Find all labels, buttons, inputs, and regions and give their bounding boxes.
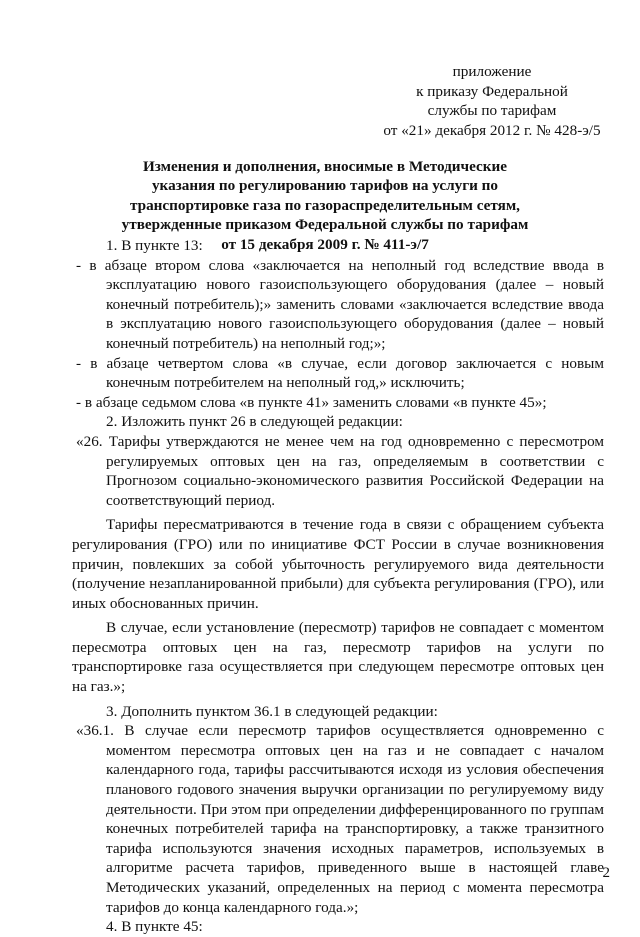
paragraph-tariff-revision: Тарифы пересматриваются в течение года в связи с обращением субъекта регулирования (ГРО) или по инициативе ФСТ России в случае возникновения причин, повлекших за собой убыточность регулируемого вида деятельности (получение незапланированной прибыли) для субъекта регулирования (ГРО), или иных обоснованных причин. — [72, 516, 604, 612]
document-title: Изменения и дополнения, вносимые в Методические указания по регулированию тарифов на услуги по транспортировке газа по газораспределительным сетям, утвержденные приказом Федеральной службы по тарифам от 15 декабря 2009 г. № 411-э/7 — [121, 158, 529, 253]
page-number: 2 — [602, 865, 610, 881]
paragraph-amendment-7th-abzac: - в абзаце седьмом слова «в пункте 41» заменить словами «в пункте 45»; — [76, 393, 547, 411]
paragraph-clause-26: «26. Тарифы утверждаются не менее чем на год одновременно с пересмотром регулируемых оптовых цен на газ, определяемым в соответствии с Прогнозом социально-экономического развития Российской Федерации на соответствующий период. — [76, 432, 604, 509]
appendix-block — [372, 62, 612, 140]
paragraph-amendment-2nd-abzac: - в абзаце втором слова «заключается на неполный год вследствие ввода в эксплуатацию нового газоиспользующего оборудования (далее – новый конечный потребитель);» заменить словами «заключается вследствие ввода в эксплуатацию нового газоиспользующего оборудования (далее – новый конечный потребитель) на неполный год;»; — [76, 256, 604, 352]
appendix-line-3: службы по тарифам — [427, 102, 557, 120]
appendix-line-4: от «21» декабря 2012 г. № 428-э/5 — [383, 121, 601, 139]
paragraph-amendment-4th-abzac: - в абзаце четвертом слова «в случае, если договор заключается с новым конечным потребителем на неполный год,» исключить; — [76, 354, 604, 392]
paragraph-item-2: 2. Изложить пункт 26 в следующей редакции: — [106, 413, 403, 431]
paragraph-item-3: 3. Дополнить пунктом 36.1 в следующей редакции: — [106, 702, 438, 720]
paragraph-item-4: 4. В пункте 45: — [106, 918, 203, 936]
paragraph-clause-36-1: «36.1. В случае если пересмотр тарифов осуществляется одновременно с моментом пересмотра оптовых цен на газ и не совпадает с началом календарного года, тарифы рассчитываются исходя из условия обеспечения планового годового значения выручки организации по регулируемому виду деятельности. При этом при определении дифференцированного по группам конечных потребителей тарифа на транспортировку, а также транзитного тарифа используются значения исходных параметров, используемых в алгоритме расчета тарифов, приведенного выше в настоящей главе Методических указаний, определенных на период с момента пересмотра тарифов до конца календарного года.»; — [76, 722, 604, 916]
document-body — [72, 236, 604, 937]
paragraph-revision-timing: В случае, если установление (пересмотр) тарифов не совпадает с моментом пересмотра оптовых цен на газ, пересмотр тарифов на услуги по транспортировке газа осуществляется при следующем пересмотре оптовых цен на газ.»; — [72, 619, 604, 696]
appendix-line-2: к приказу Федеральной — [416, 82, 568, 100]
paragraph-item-1: 1. В пункте 13: — [106, 237, 203, 254]
appendix-line-1: приложение — [452, 63, 532, 80]
